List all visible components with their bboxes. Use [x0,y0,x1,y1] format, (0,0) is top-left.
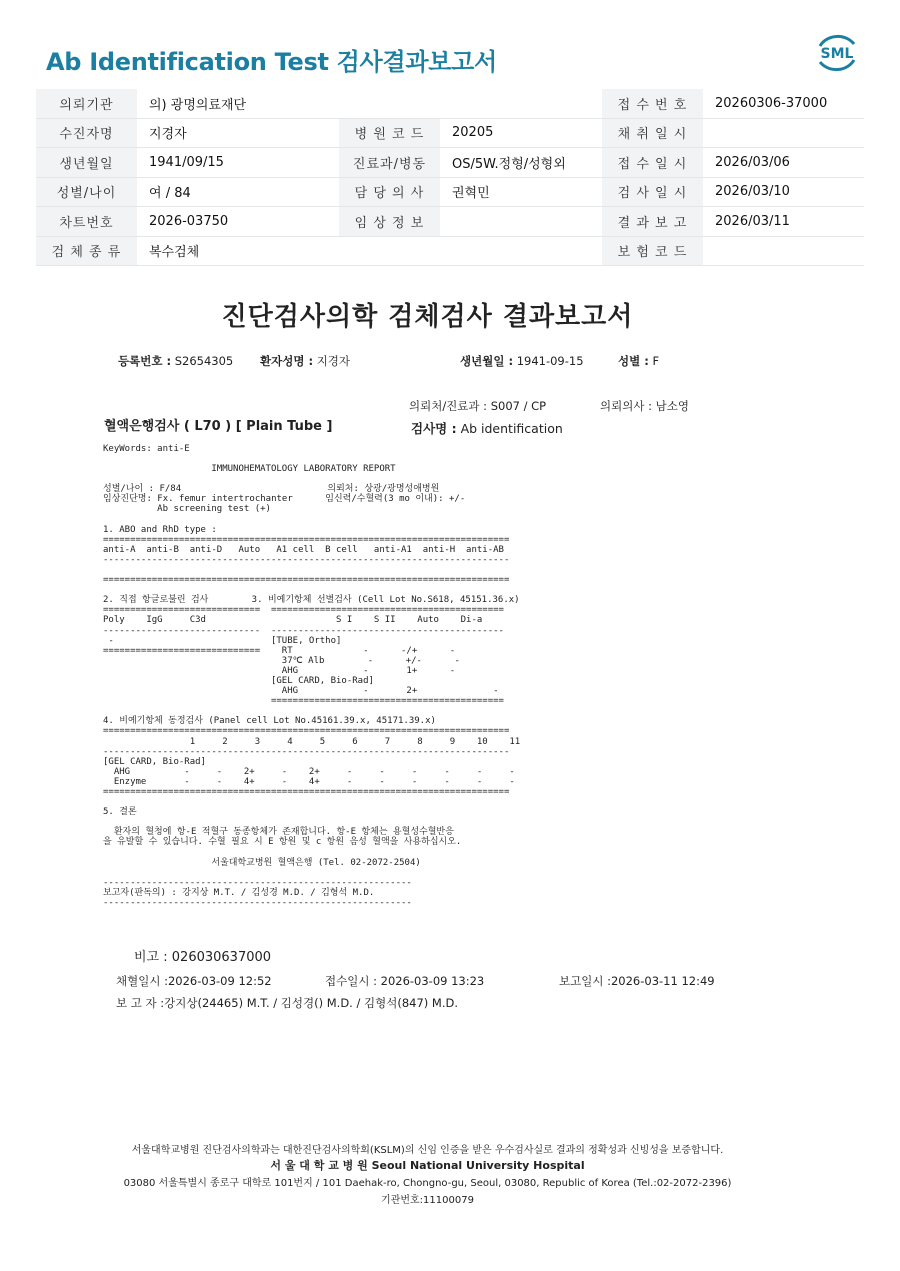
lab-line: --------------------------------------------------------------------------- [103,746,510,757]
info-label: 의뢰기관 [36,89,137,118]
info-value: 2026-03750 [137,207,339,237]
lab-line [103,868,520,878]
sex: 성별 : F [618,354,660,368]
info-label: 담 당 의 사 [339,177,440,207]
info-value: 1941/09/15 [137,148,339,178]
lab-line [103,474,520,484]
lab-line [103,848,520,858]
lab-line: Enzyme - - 4+ - 4+ - - - - - - [103,776,515,787]
lab-line: =========================================================================== [103,787,510,797]
info-label: 차트번호 [36,207,137,237]
lab-line: 37℃ Alb - +/- - [103,655,460,666]
footer-institution-number: 기관번호:11100079 [381,1195,474,1206]
registration-number: 등록번호 : S2654305 [118,354,234,368]
info-value: 20260306-37000 [703,89,864,118]
info-label: 성별/나이 [36,177,137,207]
lab-line [103,585,520,595]
lab-line: anti-A anti-B anti-D Auto A1 cell B cell anti-A1 anti-H anti-AB [103,544,504,555]
note: 비고 : 026030637000 [134,950,272,965]
info-label: 채 취 일 시 [602,118,703,148]
info-value [440,89,602,118]
lab-line [103,817,520,827]
report-datetime: 보고일시 :2026-03-11 12:49 [559,974,715,988]
info-label: 보 험 코 드 [602,236,703,266]
lab-line: 2. 직접 항글로불린 검사 3. 비예기항체 선별검사 (Cell Lot No.S618, 45151.36.x) [103,595,520,606]
reporter: 보 고 자 :강지상(24465) M.T. / 김성경() M.D. / 김형석(847) M.D. [116,996,459,1010]
lab-line: 성별/나이 : F/84 의뢰처: 상광/광명성애병원 [103,484,440,495]
lab-line: ============================= RT - -/+ - [103,645,456,656]
footer-hospital: 서 울 대 학 교 병 원 Seoul National University Hospital [270,1159,585,1172]
collection-datetime: 채혈일시 :2026-03-09 12:52 [116,974,272,988]
test-name: 검사명 : Ab identification [411,421,563,436]
info-label: 접 수 번 호 [602,89,703,118]
info-value [703,236,864,266]
info-label: 진료과/병동 [339,148,440,178]
keywords: KeyWords: anti-E [103,444,190,454]
lab-line: 4. 비예기항체 동정검사 (Panel cell Lot No.45161.39.x, 45171.39.x) [103,716,436,727]
department: 의뢰처/진료과 : S007 / CP [409,399,547,413]
info-value: 복수검체 [137,236,339,266]
info-value: OS/5W.정형/성형외 [440,148,602,178]
lab-line: 을 유발할 수 있습니다. 수혈 필요 시 E 항원 및 c 항원 음성 혈액을 사용하십시오. [103,837,462,848]
requesting-doctor: 의뢰의사 : 남소영 [600,399,689,413]
info-row [36,118,864,148]
lab-line: =========================================== [103,696,504,707]
footer-certification: 서울대학교병원 진단검사의학과는 대한진단검사의학회(KSLM)의 신임 인증을 받은 우수검사실로 결과의 정확성과 신빙성을 보증합니다. [131,1145,724,1156]
info-label: 검 체 종 류 [36,236,137,266]
info-value [440,207,602,237]
lab-line [103,797,520,807]
info-value: 2026/03/11 [703,207,864,237]
report-title: 진단검사의학 검체검사 결과보고서 [221,302,634,332]
lab-line: --------------------------------------------------------- [103,898,412,909]
info-label: 생년월일 [36,148,137,178]
info-value: 지경자 [137,118,339,148]
lab-line: Ab screening test (+) [103,504,271,515]
test-title: 혈액은행검사 ( L70 ) [ Plain Tube ] [104,419,333,434]
lab-line: IMMUNOHEMATOLOGY LABORATORY REPORT [103,464,396,474]
lab-line: 임상진단명: Fx. femur intertrochanter 임신력/수혈력(3 mo 이내): +/- [103,494,466,505]
info-value: 2026/03/06 [703,148,864,178]
info-label: 접 수 일 시 [602,148,703,178]
lab-line: 1. ABO and RhD type : [103,524,217,535]
patient-info-table [36,89,864,266]
lab-line: AHG - - 2+ - 2+ - - - - - - [103,766,515,777]
lab-line: 5. 결론 [103,807,137,818]
lab-line: 1 2 3 4 5 6 7 8 9 10 11 [103,736,521,747]
info-row [36,148,864,178]
sml-logo-icon [812,30,862,74]
info-value: 20205 [440,118,602,148]
info-label [339,236,440,266]
lab-report-text [103,464,520,908]
lab-line: 환자의 혈청에 항-E 적혈구 동종항체가 존재합니다. 항-E 항체는 용혈성수혈반응 [103,827,454,838]
lab-line [103,565,520,575]
receipt-datetime: 접수일시 : 2026-03-09 13:23 [325,974,485,988]
info-label [339,89,440,118]
info-row [36,207,864,237]
info-value: 여 / 84 [137,177,339,207]
lab-line: =========================================================================== [103,575,510,586]
lab-line: ----------------------------- ------------------------------------------- [103,625,504,636]
patient-name: 환자성명 : 지경자 [260,354,351,368]
info-label: 수진자명 [36,118,137,148]
lab-line: --------------------------------------------------------------------------- [103,554,510,565]
lab-line: Poly IgG C3d S I S II Auto Di-a [103,615,483,626]
lab-line [103,514,520,524]
lab-line: =========================================================================== [103,534,510,545]
info-value: 2026/03/10 [703,177,864,207]
info-label: 검 사 일 시 [602,177,703,207]
info-row [36,177,864,207]
lab-line: [GEL CARD, Bio-Rad] [103,756,206,767]
lab-line: 서울대학교병원 혈액은행 (Tel. 02-2072-2504) [103,857,421,868]
logo-text: SML [820,46,854,62]
lab-line: ============================= =========================================== [103,605,504,616]
info-label: 결 과 보 고 [602,207,703,237]
lab-line: AHG - 1+ - [103,665,456,676]
lab-line: --------------------------------------------------------- [103,877,412,888]
lab-line: 보고자(판독의) : 강지상 M.T. / 김성경 M.D. / 김형석 M.D. [103,887,375,898]
document-title: Ab Identification Test 검사결과보고서 [46,48,497,76]
lab-line: - [TUBE, Ortho] [103,635,342,646]
lab-line [103,706,520,716]
info-value: 권혁민 [440,177,602,207]
footer-address: 03080 서울특별시 종로구 대학로 101번지 / 101 Daehak-ro, Chongno-gu, Seoul, 03080, Republic of Korea (Tel.:02-2072-2396) [123,1178,732,1189]
info-value [703,118,864,148]
info-label: 병 원 코 드 [339,118,440,148]
lab-line: AHG - 2+ - [103,686,499,697]
birth-date: 생년월일 : 1941-09-15 [460,354,584,368]
info-value [440,236,602,266]
info-label: 임 상 정 보 [339,207,440,237]
lab-line: [GEL CARD, Bio-Rad] [103,675,374,686]
lab-line: =========================================================================== [103,726,510,737]
info-value: 의) 광명의료재단 [137,89,339,118]
info-row [36,89,864,118]
info-row [36,236,864,266]
